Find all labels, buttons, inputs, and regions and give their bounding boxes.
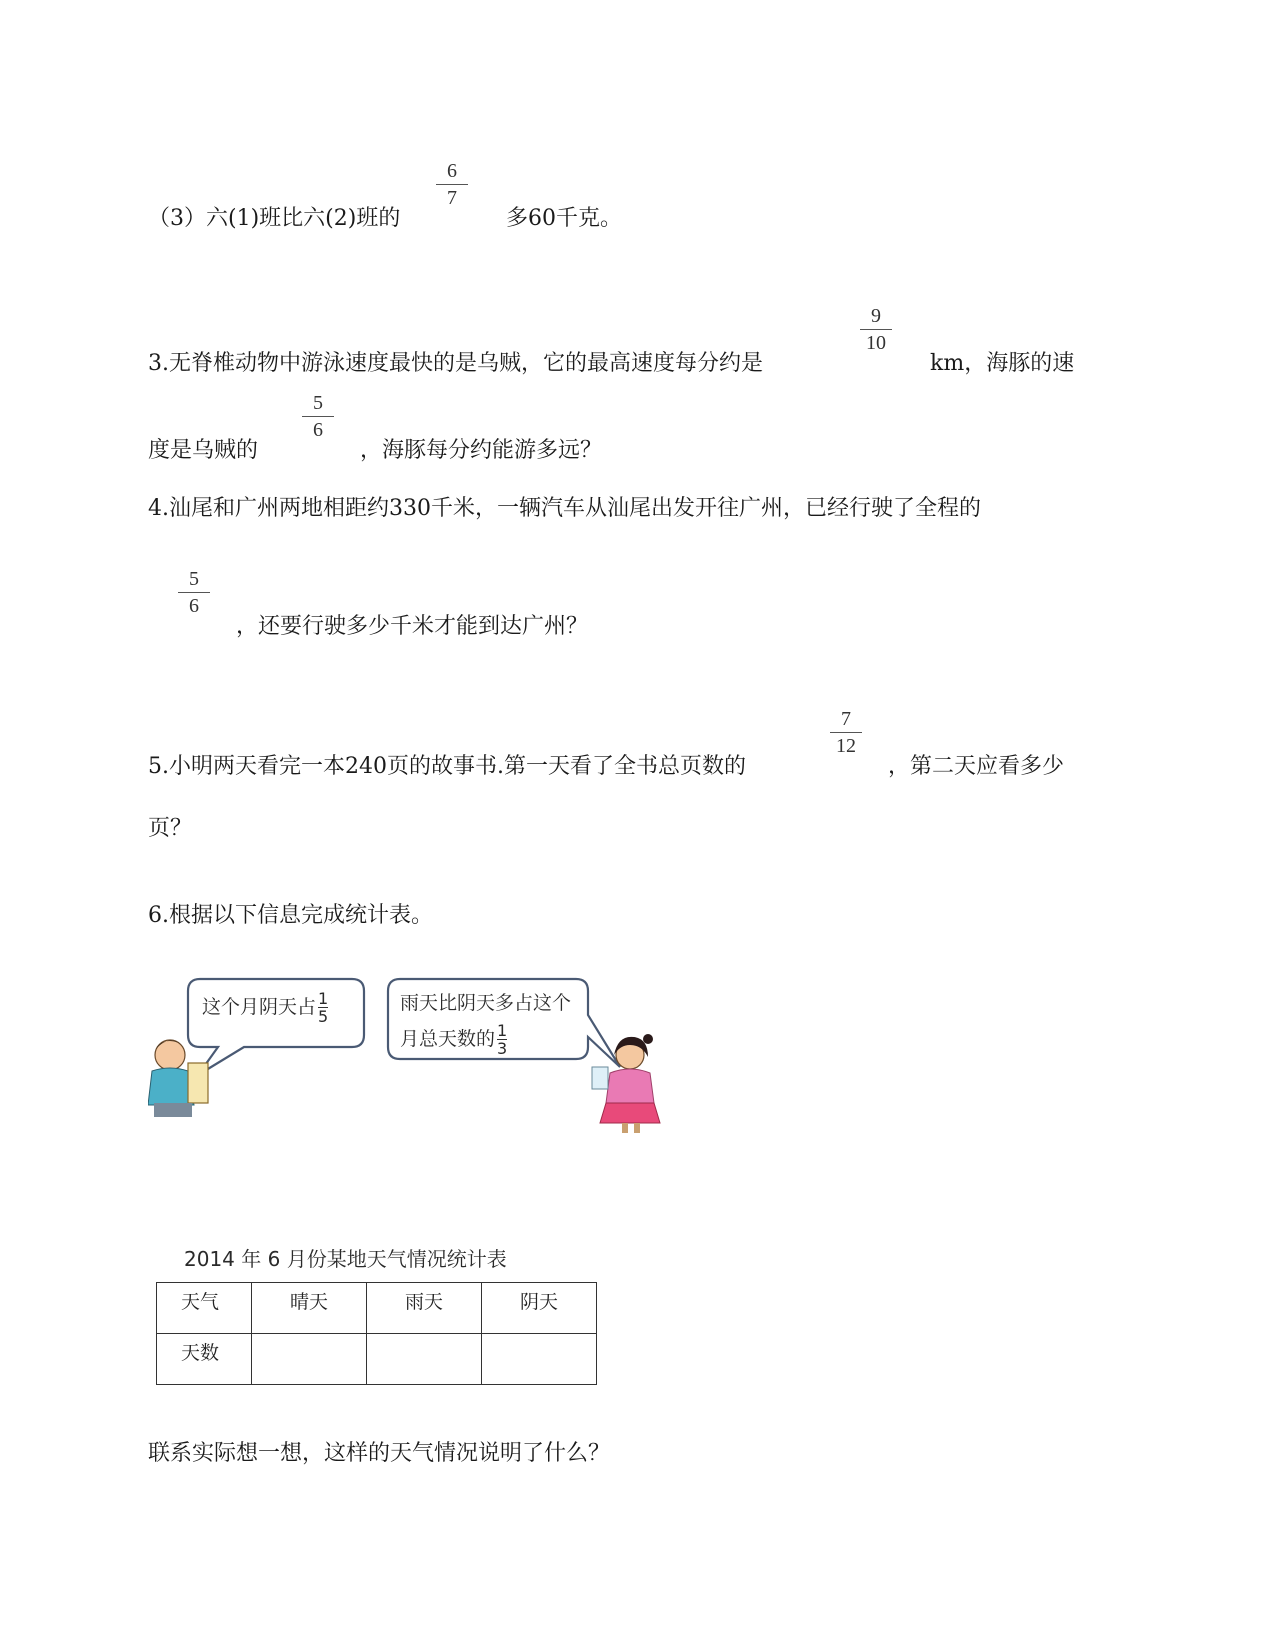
q3-line2: 度是乌贼的 (148, 438, 259, 463)
q4-line2-tail: ，还要行驶多少千米才能到达广州？ (236, 614, 589, 639)
fraction-5-6-a: 5 6 (298, 392, 338, 441)
bubble-right-fraction: $\frac{1}{3}$ (497, 1021, 508, 1058)
q6-line1: 6.根据以下信息完成统计表。 (148, 903, 433, 928)
q3-sub-prefix: （3）六(1)班比六(2)班的 (148, 206, 401, 231)
q3-line2-tail: ，海豚每分约能游多远？ (360, 438, 603, 463)
q3-line1: 3.无脊椎动物中游泳速度最快的是乌贼，它的最高速度每分约是 (148, 351, 763, 376)
table-cell: 雨天 (367, 1283, 482, 1334)
boy-figure (148, 1040, 208, 1117)
bubble-left-fraction: $\frac{1}{5}$ (318, 989, 329, 1026)
q3-line1-tail: km，海豚的速 (930, 351, 1075, 376)
weather-stats-table (156, 1282, 597, 1385)
bubble-right-line1: 雨天比阴天多占这个 (400, 992, 572, 1014)
fraction-9-10: 9 10 (856, 305, 896, 354)
table-row (157, 1283, 597, 1334)
table-cell-input[interactable] (367, 1334, 482, 1385)
table-cell: 天数 (157, 1334, 252, 1385)
q5-line1: 5.小明两天看完一本240页的故事书.第一天看了全书总页数的 (148, 754, 746, 779)
table-row (157, 1334, 597, 1385)
table-cell: 晴天 (252, 1283, 367, 1334)
table-cell: 天气 (157, 1283, 252, 1334)
q5-line2: 页？ (148, 816, 193, 841)
q6-followup: 联系实际想一想，这样的天气情况说明了什么？ (148, 1441, 611, 1466)
bubble-left-text: 这个月阴天占 $\frac{1}{5}$ (202, 989, 329, 1026)
bubble-right-line2: 月总天数的 $\frac{1}{3}$ (400, 1021, 508, 1058)
table-cell: 阴天 (482, 1283, 597, 1334)
q4-line1: 4.汕尾和广州两地相距约330千米，一辆汽车从汕尾出发开往广州，已经行驶了全程的 (148, 496, 981, 521)
fraction-6-7: 6 7 (432, 160, 472, 209)
q3-sub-suffix: 多60千克。 (506, 206, 622, 231)
q5-line1-tail: ，第二天应看多少 (888, 754, 1065, 779)
table-title: 2014 年 6 月份某地天气情况统计表 (184, 1247, 507, 1271)
table-cell-input[interactable] (252, 1334, 367, 1385)
fraction-5-6-b: 5 6 (174, 568, 214, 617)
table-cell-input[interactable] (482, 1334, 597, 1385)
fraction-7-12: 7 12 (826, 708, 866, 757)
